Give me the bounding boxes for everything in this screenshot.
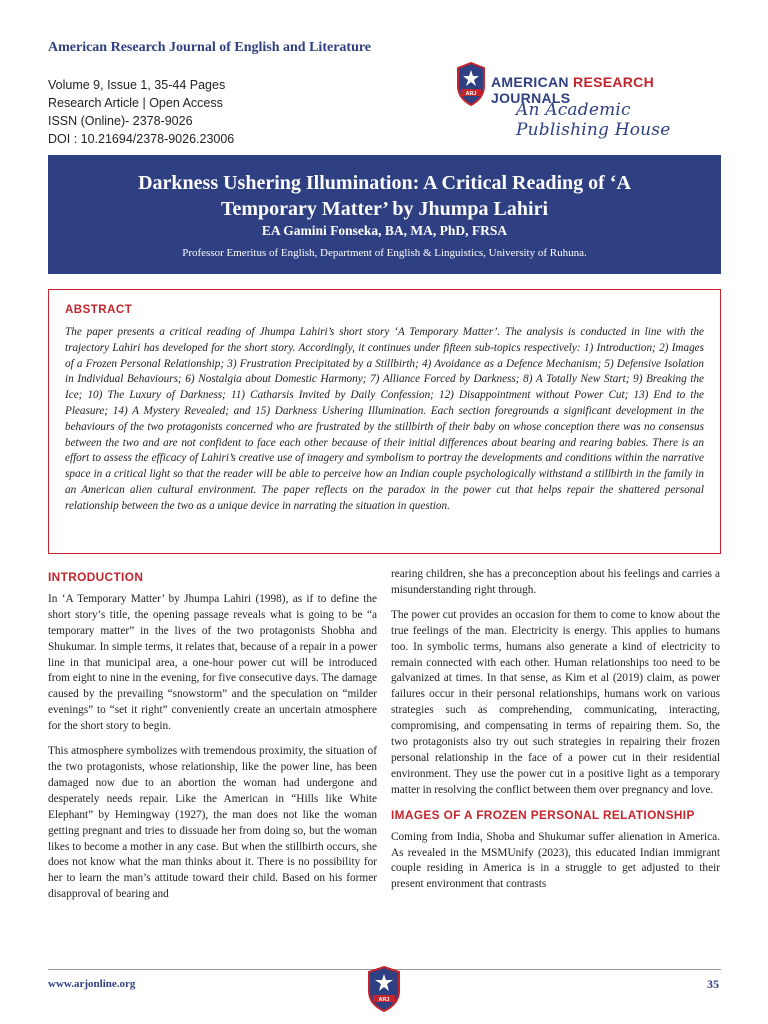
paragraph: rearing children, she has a preconception about his feelings and carries a misunderstanding right through. [391,568,720,596]
publisher-tagline: An Academic Publishing House [516,100,671,140]
journal-title: American Research Journal of English and Literature [48,40,372,55]
publisher-logo [456,60,726,140]
article-type: Research Article | Open Access [48,96,223,110]
paragraph: This atmosphere symbolizes with tremendous proximity, the situation of the two protagonists, whose relationship, like the power line, has been damaged now due to an abortion the woman had undergone and desperately needs repair. Like the American in “Hills like White Elephant” by Hemingway (1927), the man does not like the woman getting pregnant and tries to dissuade her from doing so, but the woman likes to become a mother in any case. But when the stillbirth occurs, she does not know what the man thinks about it. There is no possibility for her to learn the man’s attitude toward their child. Based on his former disapproval of bearing and [48,745,377,901]
abstract-box [48,289,721,554]
right-column [391,567,720,902]
abstract-heading: ABSTRACT [65,304,133,316]
shield-logo-icon [456,62,486,106]
paper-title: Darkness Ushering Illumination: A Critical Reading of ‘A Temporary Matter’ by Jhumpa Lahiri [138,172,631,220]
abstract-text: The paper presents a critical reading of Jhumpa Lahiri’s short story ‘A Temporary Matter’. The analysis is conducted in line with the trajectory Lahiri has developed for the short story. Accordingly, it continues under fifteen sub-topics respectively: 1) Introduction; 2) Images of a Frozen Personal Relationship; 3) Frustration Precipitated by a Stillbirth; 4) Avoidance as a Defence Mechanism; 5) Defensive Isolation in Individual Behaviours; 6) Nostalgia about Domestic Harmony; 7) Alliance Forced by Darkness; 8) A Totally New Start; 9) Breaking the Ice; 10) The Luxury of Darkness; 11) Catharsis Invited by Daily Confession; 12) Disappointment without Power Cut; 13) End to the Pleasure; 14) A Mystery Revealed; and 15) Darkness Ushering Illumination. Each section foregrounds a significant development in the behaviours of the two protagonists concerned who are frustrated by the stillbirth of their baby on whose conception there was no consensus between the two and are not confident to face each other because of their initial differences about bearing and rearing babies. There is an effort to assess the efficacy of Lahiri’s creative use of imagery and symbolism to portray the developments and conditions within the narrative space in a critical light so that the reader will be able to perceive how an Indian couple psychologically withstand a stillbirth in the family in an American alien cultural environment. The paper reflects on the paradox in the power cut that helps repair the shattered personal relationship between the two as a unique device in narrating the situation in question. [65,326,704,512]
footer-badge-label: ARJ [378,997,390,1003]
article-meta [48,76,234,148]
paragraph: The power cut provides an occasion for them to come to know about the true feelings of the man. Electricity is energy. This applies to humans too. In symbolic terms, humans also generate a kind of electricity to remain connected with each other. Human relationships too need to be galvanized at times. In that sense, as Kim et al (2019) claim, as power failures occur in their personal relationships, humans work on various strategies such as comprehending, communicating, interacting, compromising, and compensating in terms of repairing them. So, the two protagonists also try out such strategies in repairing their frozen personal relationship in the face of a power cut in their residential environment. They use the power cut in a positive light as a temporary matter in resolving the conflict between them over pregnancy and love. [391,608,720,796]
doi: DOI : 10.21694/2378-9026.23006 [48,132,235,146]
footer-shield-icon [367,966,401,1012]
left-column [48,568,377,912]
page-number: 35 [707,977,719,991]
paragraph: In ‘A Temporary Matter’ by Jhumpa Lahiri (1998), as if to define the short story’s title, the opening passage reveals what is going to be “a temporary matter” in the lives of the two protagonists Shobha and Shukumar. In simple terms, it relates that, because of a repair in a power line in that municipal area, a one-hour power cut will be introduced from eight to nine in the evening, for five consecutive days. The damage caused by the prevailing “snowstorm” and the speculation on “milder evenings” to “set it right” conveniently create an uncertain atmosphere for the short story to begin. [48,592,377,733]
volume-info: Volume 9, Issue 1, 35-44 Pages [48,78,226,92]
author-affiliation: Professor Emeritus of English, Department of English & Linguistics, University of Ruhuna. [182,247,587,259]
section-heading-images: IMAGES OF A FROZEN PERSONAL RELATIONSHIP [391,807,695,822]
author-name: EA Gamini Fonseka, BA, MA, PhD, FRSA [261,223,508,238]
title-banner [48,155,721,274]
section-heading-introduction: INTRODUCTION [48,570,144,584]
paragraph: Coming from India, Shoba and Shukumar suffer alienation in America. As revealed in the MSMUnify (2023), this educated Indian immigrant couple residing in America is in a struggle to get adjusted to their present environment that contrasts [391,830,720,891]
badge-label: ARJ [465,91,477,97]
issn: ISSN (Online)- 2378-9026 [48,114,193,128]
footer-website-link[interactable]: www.arjonline.org [48,978,136,990]
publisher-name: AMERICAN RESEARCH JOURNALS [491,74,654,106]
